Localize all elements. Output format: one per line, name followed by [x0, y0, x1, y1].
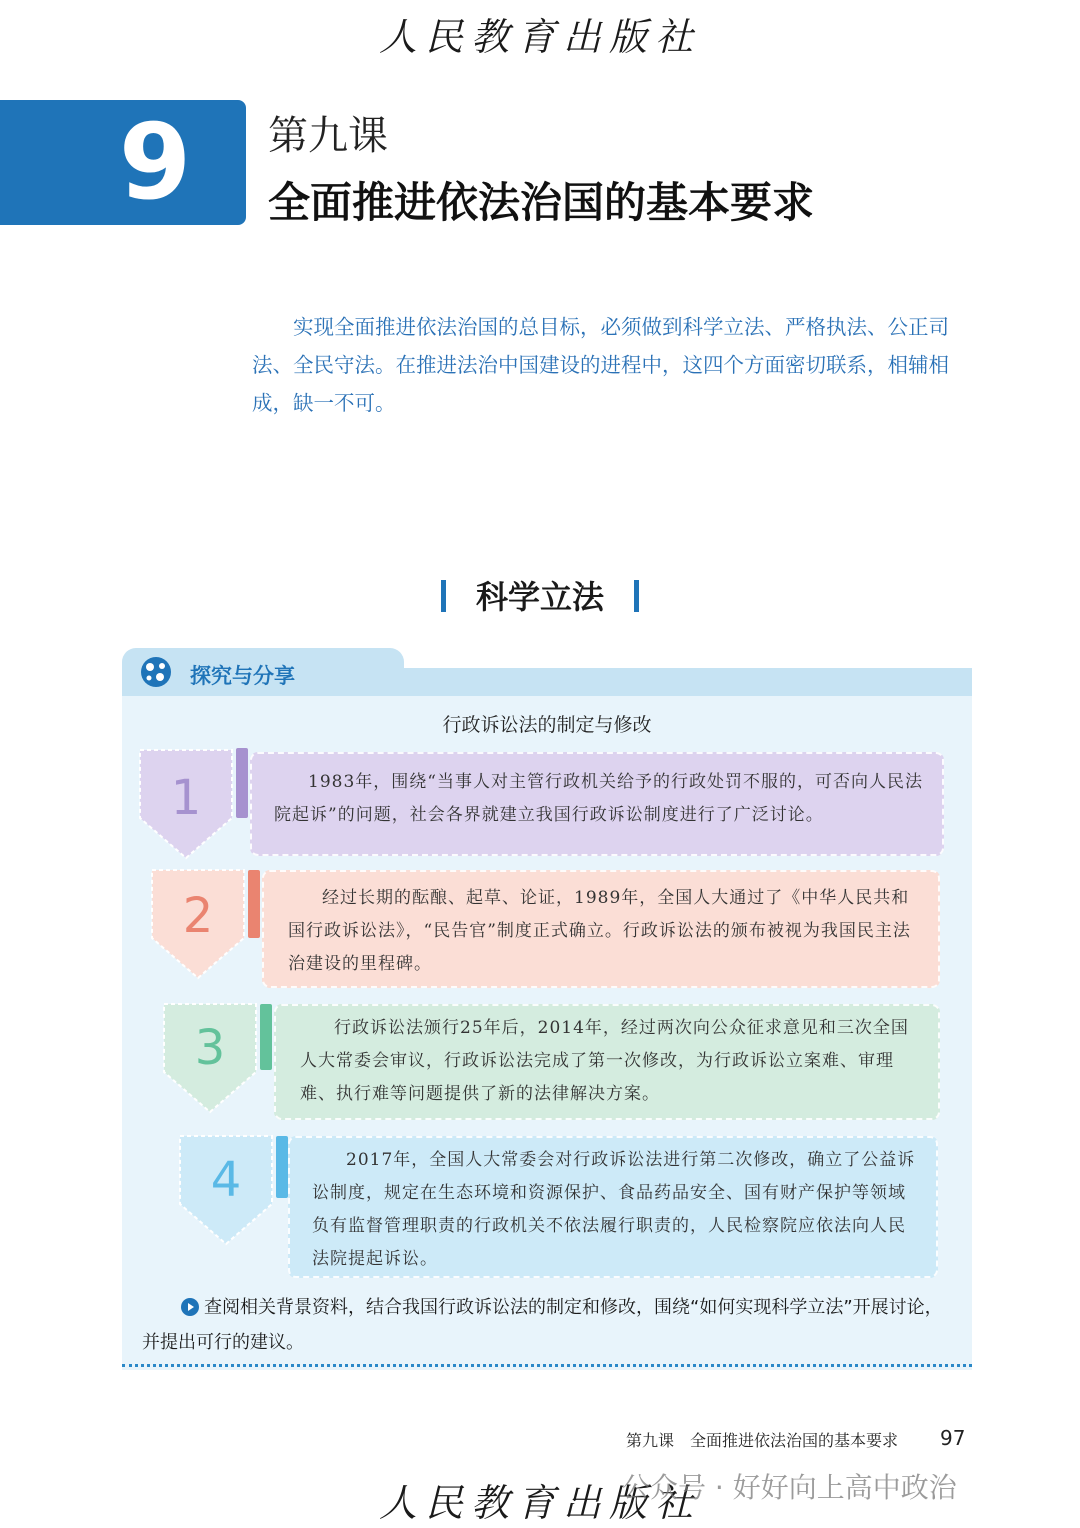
step-2-accent: [248, 870, 260, 938]
intro-paragraph: 实现全面推进依法治国的总目标，必须做到科学立法、严格执法、公正司法、全民守法。在推进法治中国建设的进程中，这四个方面密切联系，相辅相成，缺一不可。: [252, 315, 949, 415]
running-title: 第九课 全面推进依法治国的基本要求: [626, 1431, 899, 1450]
discussion-question: [142, 1290, 960, 1360]
lesson-label: 第九课: [268, 113, 388, 159]
section-bar-right: [634, 580, 639, 612]
explore-subtitle: 行政诉讼法的制定与修改: [442, 714, 652, 736]
step-4-accent: [276, 1136, 288, 1198]
step-3-text: 行政诉讼法颁行25年后，2014年，经过两次向公众征求意见和三次全国人大常委会审议，行政诉讼法完成了第一次修改，为行政诉讼立案难、审理难、执行难等问题提供了新的法律解决方案。: [300, 1018, 909, 1104]
step-2-number: 2: [182, 888, 214, 944]
page-number: 97: [940, 1426, 966, 1450]
section-title: 科学立法: [475, 578, 604, 616]
discussion-question-text: 查阅相关背景资料，结合我国行政诉讼法的制定和修改，围绕“如何实现科学立法”开展讨论，并提出可行的建议。: [142, 1297, 943, 1353]
watermark: 公众号 · 好好向上高中政治: [622, 1471, 957, 1504]
lesson-title: 全面推进依法治国的基本要求: [268, 178, 815, 227]
step-3-number: 3: [194, 1020, 226, 1076]
step-1-number: 1: [170, 770, 202, 826]
step-1-accent: [236, 748, 248, 818]
publisher-logo-top: 人民教育出版社: [378, 15, 701, 59]
explore-box-dotted-border: [122, 1364, 972, 1367]
step-4-number: 4: [210, 1152, 242, 1208]
step-1-text: 1983年，围绕“当事人对主管行政机关给予的行政处罚不服的，可否向人民法院起诉”的问题，社会各界就建立我国行政诉讼制度进行了广泛讨论。: [274, 772, 923, 825]
publisher-logo-bottom: 人民教育出版社: [378, 1481, 701, 1525]
step-3-accent: [260, 1004, 272, 1070]
section-heading: [0, 572, 1080, 618]
explore-tab-label: 探究与分享: [190, 664, 295, 688]
step-2-text: 经过长期的酝酿、起草、论证，1989年，全国人大通过了《中华人民共和国行政诉讼法》，“民告官”制度正式确立。行政诉讼法的颁布被视为我国民主法治建设的里程碑。: [288, 888, 911, 974]
lesson-number: 9: [118, 101, 192, 223]
step-4-text: 2017年，全国人大常委会对行政诉讼法进行第二次修改，确立了公益诉讼制度，规定在生态环境和资源保护、食品药品安全、国有财产保护等领域负有监督管理职责的行政机关不依法履行职责的，人民检察院应依法向人民法院提起诉讼。: [312, 1150, 916, 1269]
section-bar-left: [441, 580, 446, 612]
globe-people-icon: [138, 654, 174, 690]
